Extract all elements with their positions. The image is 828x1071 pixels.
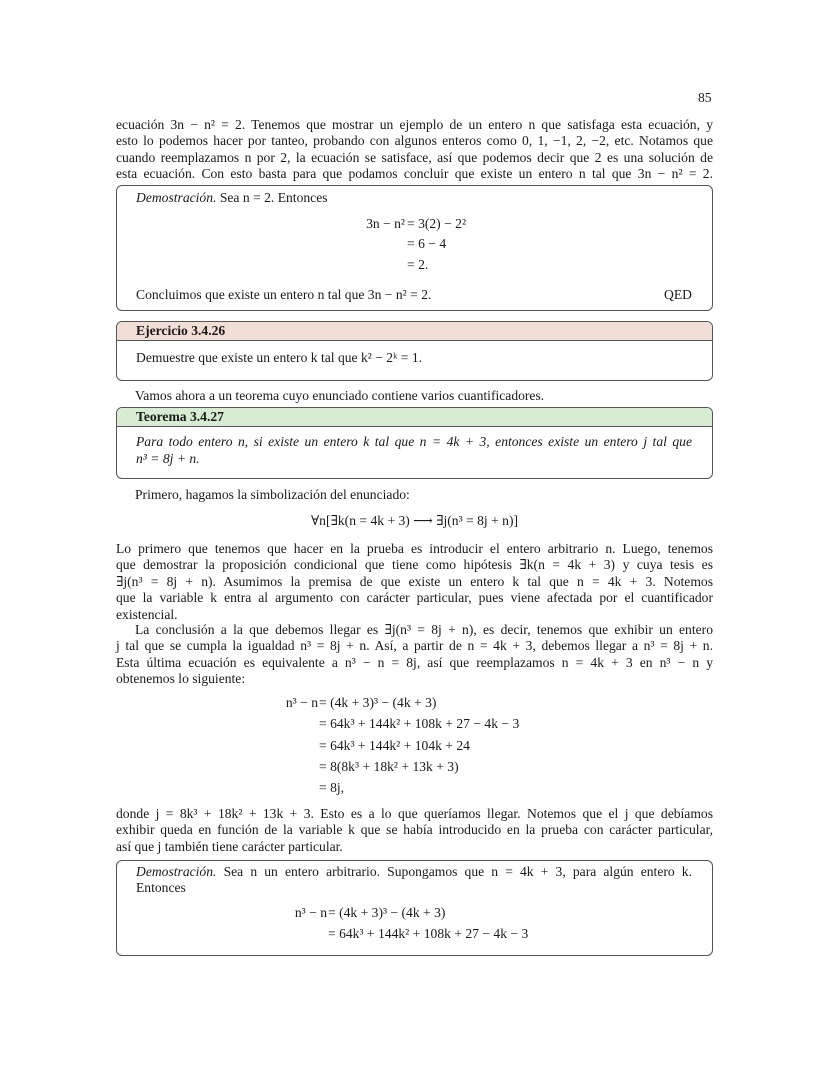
transition-text: Vamos ahora a un teorema cuyo enunciado contiene varios cuantificadores. <box>135 388 545 403</box>
equation-rhs: = 6 − 4 <box>407 236 447 251</box>
text-line: esto lo podemos hacer por tanteo, probando con algunos enteros como 0, 1, −1, 2, −2, etc. Notamos que <box>116 133 713 149</box>
text-line: Esta última ecuación es equivalente a n³ − n = 8j, así que reemplazamos n = 4k + 3 en n³ − n y <box>116 654 713 670</box>
text-line: j tal que se cumpla la igualdad n³ = 8j + n. Así, a partir de n = 4k + 3, debemos llegar a n³ = 8j + n. <box>116 638 713 654</box>
theorem-statement-line: Para todo entero n, si existe un entero k tal que n = 4k + 3, entonces existe un entero j tal que <box>136 434 692 450</box>
text-line: que la variable k entra al argumento con carácter particular, pues viene afectada por el cuantificador <box>116 590 713 606</box>
text-line: obtenemos lo siguiente: <box>116 671 246 687</box>
text-line: ∃j(n³ = 8j + n). Asumimos la premisa de que existe un entero k tal que n = 4k + 3. Notemos <box>116 573 713 589</box>
equation-lhs: n³ − n <box>294 905 327 920</box>
exercise-box <box>116 321 713 381</box>
proof-label: Demostración. <box>136 190 217 205</box>
text-line: así que j también tiene carácter particular. <box>116 838 343 854</box>
equation-rhs: = (4k + 3)³ − (4k + 3) <box>328 905 446 920</box>
text-line: que demostrar la proposición condicional que tiene como hipótesis ∃k(n = 4k + 3) y cuya tesis es <box>116 557 713 573</box>
paragraph <box>116 806 713 855</box>
equation-rhs: = 64k³ + 144k² + 108k + 27 − 4k − 3 <box>328 926 529 941</box>
proof-box <box>116 860 713 956</box>
theorem-title: Teorema 3.4.27 <box>117 408 712 427</box>
text-line: Lo primero que tenemos que hacer en la prueba es introducir el entero arbitrario n. Luego, tenemos <box>116 541 713 556</box>
text-line: cuando reemplazamos n por 2, la ecuación se satisface, así que podemos decir que 2 es una solución de <box>116 149 713 165</box>
text-line: donde j = 8k³ + 18k² + 13k + 3. Esto es a lo que queríamos llegar. Notemos que el j que debíamos <box>116 806 713 821</box>
text-line: esta ecuación. Con esto basta para que podamos concluir que existe un entero n tal que 3n − n² = 2. <box>116 166 713 182</box>
equation-rhs: = 8j, <box>319 780 345 795</box>
equation-rhs: = 64k³ + 144k² + 104k + 24 <box>319 738 470 753</box>
proof-box <box>116 185 713 311</box>
equation-lhs: 3n − n² <box>366 216 405 231</box>
paragraph <box>116 622 713 688</box>
equation-rhs: = 2. <box>407 257 429 272</box>
text-line: La conclusión a la que debemos llegar es ∃j(n³ = 8j + n), es decir, tenemos que exhibir un entero <box>135 622 713 637</box>
proof-label: Demostración. <box>136 864 217 879</box>
proof-intro: Sea n = 2. Entonces <box>219 190 328 205</box>
equation-rhs: = (4k + 3)³ − (4k + 3) <box>319 695 437 710</box>
proof-conclusion: Concluimos que existe un entero n tal que 3n − n² = 2. <box>136 287 432 302</box>
equation-rhs: = 3(2) − 2² <box>407 216 467 231</box>
derivation-block <box>116 695 713 800</box>
proof-intro-continued: Entonces <box>136 880 186 896</box>
symbolization-formula: ∀n[∃k(n = 4k + 3) ⟶ ∃j(n³ = 8j + n)] <box>310 513 519 528</box>
text-line: exhibir queda en función de la variable k que se había introducido en la prueba con carácter particular, <box>116 822 713 838</box>
intro-paragraph <box>116 117 713 183</box>
page-number: 85 <box>698 90 712 105</box>
equation-lhs: n³ − n <box>285 695 318 710</box>
theorem-box <box>116 407 713 479</box>
text-line: ecuación 3n − n² = 2. Tenemos que mostrar un ejemplo de un entero n que satisfaga esta ecuación, y <box>116 117 713 132</box>
text-line: existencial. <box>116 606 178 622</box>
exercise-title: Ejercicio 3.4.26 <box>117 322 712 341</box>
theorem-statement-line: n³ = 8j + n. <box>136 450 200 466</box>
qed-mark: QED <box>664 287 692 302</box>
exercise-body: Demuestre que existe un entero k tal que k² − 2ᵏ = 1. <box>136 350 423 366</box>
symbolization-intro: Primero, hagamos la simbolización del enunciado: <box>135 487 410 502</box>
equation-rhs: = 64k³ + 144k² + 108k + 27 − 4k − 3 <box>319 716 520 731</box>
equation-rhs: = 8(8k³ + 18k² + 13k + 3) <box>319 759 459 774</box>
paragraph <box>116 541 713 623</box>
proof-intro: Sea n un entero arbitrario. Supongamos que n = 4k + 3, para algún entero k. <box>223 864 692 879</box>
